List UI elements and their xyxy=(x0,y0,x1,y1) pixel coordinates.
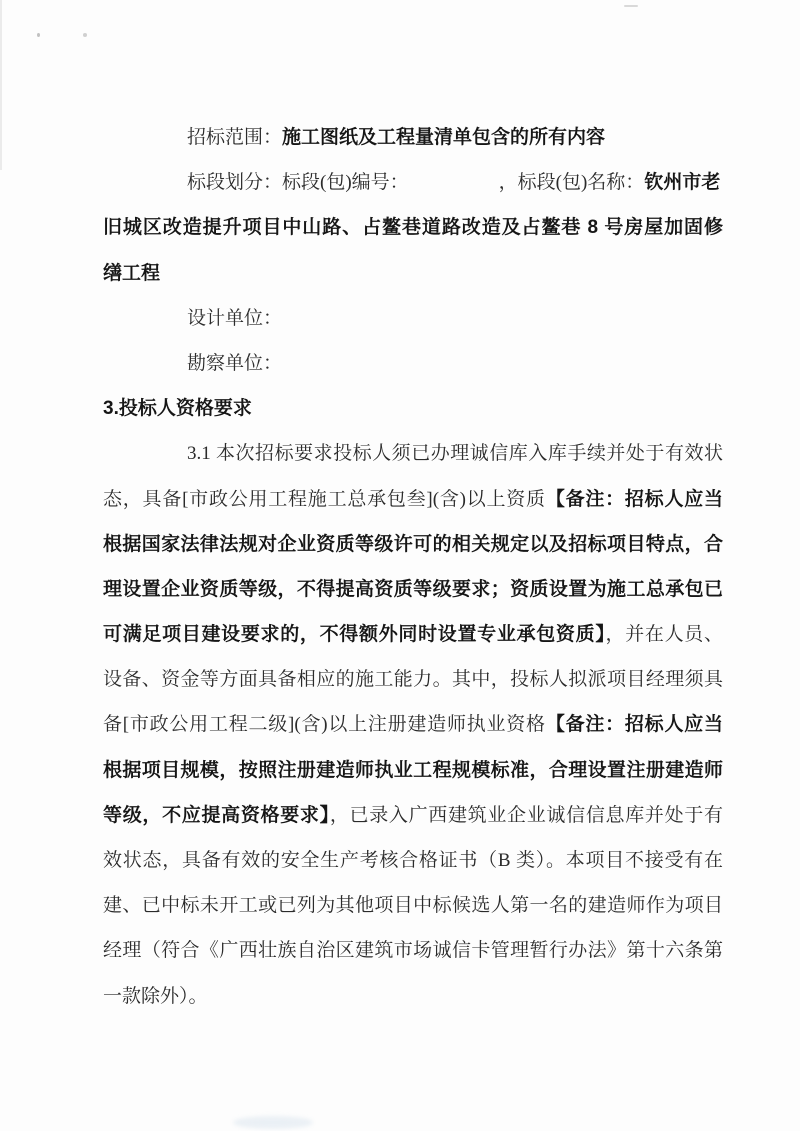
text-line xyxy=(103,928,723,973)
bold-text-segment: 理设置企业资质等级，不得提高资质等级要求；资质设置为施工总承包已 xyxy=(103,578,723,600)
scan-smudge xyxy=(233,1116,313,1129)
text-line xyxy=(103,793,723,838)
bold-text-segment: 旧城区改造提升项目中山路、占鳌巷道路改造及占鳌巷 8 号房屋加固修 xyxy=(103,217,723,239)
body-text-segment: 一款除外）。 xyxy=(103,985,208,1007)
text-line xyxy=(103,657,723,702)
bold-text-segment: 缮工程 xyxy=(103,262,161,284)
text-line xyxy=(103,386,723,431)
text-line xyxy=(103,974,723,1019)
bold-text-segment: 钦州市老 xyxy=(644,172,721,194)
text-line xyxy=(103,522,723,567)
text-line xyxy=(103,160,723,205)
body-text-segment: ，已录入广西建筑业企业诚信信息库并处于有 xyxy=(329,804,723,826)
body-text-segment: 经理（符合《广西壮族自治区建筑市场诚信卡管理暂行办法》第十六条第 xyxy=(103,940,723,962)
text-line xyxy=(103,748,723,793)
body-text-segment: 3.1 本次招标要求投标人须已办理诚信库入库手续并处于有效状 xyxy=(187,443,723,465)
text-line xyxy=(103,341,723,386)
scan-speck xyxy=(624,5,638,7)
blank-form-field xyxy=(409,187,499,188)
body-text-segment: 态，具备[市政公用工程施工总承包叁](含)以上资质 xyxy=(103,488,546,510)
text-line xyxy=(103,702,723,747)
bold-text-segment: 可满足项目建设要求的，不得额外同时设置专业承包资质】 xyxy=(103,624,606,646)
body-text-segment: 勘察单位： xyxy=(187,352,283,374)
text-line xyxy=(103,883,723,928)
body-text-segment: 标段划分：标段(包)编号： xyxy=(187,172,409,194)
scan-edge-artifact xyxy=(0,0,2,170)
body-text-segment: 备[市政公用工程二级](含)以上注册建造师执业资格 xyxy=(103,714,546,736)
text-line xyxy=(103,477,723,522)
bold-text-segment: 等级，不应提高资格要求】 xyxy=(103,804,330,826)
text-line xyxy=(103,567,723,612)
body-text-segment: 设计单位： xyxy=(187,307,283,329)
body-text-segment: 设备、资金等方面具备相应的施工能力。其中，投标人拟派项目经理须具 xyxy=(103,669,723,691)
scan-speck xyxy=(37,33,40,37)
text-line xyxy=(103,251,723,296)
document-lines xyxy=(103,115,723,1019)
body-text-segment: ，标段(包)名称： xyxy=(498,172,645,194)
body-text-segment: ，并在人员、 xyxy=(605,624,723,646)
bold-text-segment: 根据项目规模，按照注册建造师执业工程规模标准，合理设置注册建造师 xyxy=(103,759,723,781)
bold-text-segment: 3.投标人资格要求 xyxy=(103,398,252,420)
bold-text-segment: 施工图纸及工程量清单包含的所有内容 xyxy=(282,127,606,148)
bold-text-segment: 【备注：招标人应当 xyxy=(545,488,723,510)
body-text-segment: 招标范围： xyxy=(187,127,283,148)
text-line xyxy=(103,115,723,160)
text-line xyxy=(103,296,723,341)
bold-text-segment: 根据国家法律法规对企业资质等级许可的相关规定以及招标项目特点，合 xyxy=(103,533,723,555)
text-line xyxy=(103,612,723,657)
body-text-segment: 建、已中标未开工或已列为其他项目中标候选人第一名的建造师作为项目 xyxy=(103,895,723,917)
body-text-segment: 效状态，具备有效的安全生产考核合格证书（B 类）。本项目不接受有在 xyxy=(103,850,723,871)
bold-text-segment: 【备注：招标人应当 xyxy=(545,714,723,736)
scan-speck xyxy=(83,33,87,37)
text-line xyxy=(103,838,723,883)
text-line xyxy=(103,431,723,476)
text-line xyxy=(103,205,723,250)
